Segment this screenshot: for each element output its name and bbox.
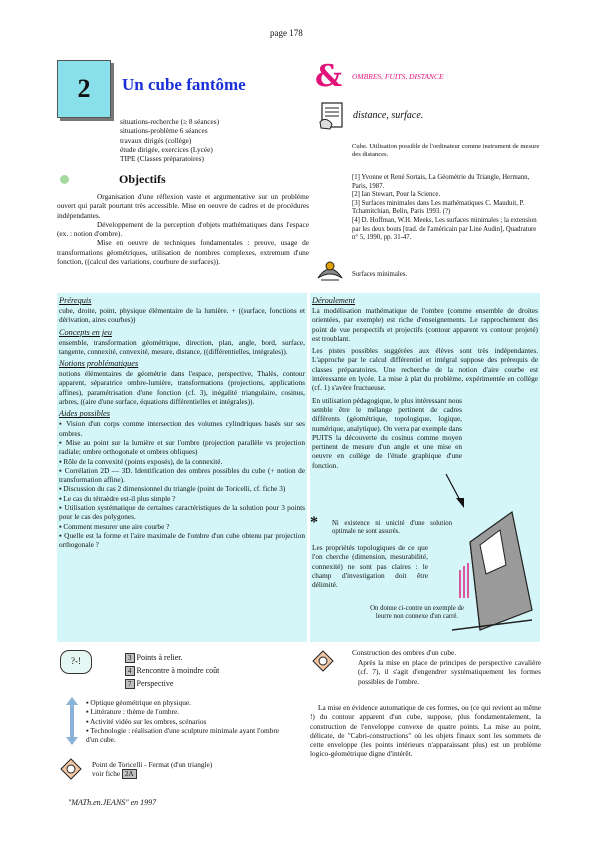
shadow-illustration [440,470,540,640]
extensions-list [86,698,286,744]
aides-list [59,419,305,549]
book-hand-icon [318,100,346,130]
deroulement-p4: Les propriétés topologiques de ce que l'on cherche (dimension, mesurabilité, connexité) ne sont pas claires : le champ d'investigation doit être délimité. [312,543,428,590]
page-number: page 178 [270,28,303,38]
list-item[interactable]: 7 Perspective [125,679,219,689]
topic-subtitle: distance, surface. [353,110,424,121]
list-item: ▪ Le cas du tétraèdre est-il plus simple ? [59,493,176,503]
chapter-number: 2 [77,74,91,103]
list-item: ▪ Technologie : réalisation d'une sculpture minimale ayant l'ombre d'un cube. [86,725,280,745]
session-item: travaux dirigés (collège) [120,135,192,145]
aides-header: Aides possibles [59,409,110,419]
references [352,174,540,243]
list-item: ▪ Comment mesurer une aire courbe ? [59,521,170,531]
reference-item: [3] Surfaces minimales dans Les mathématiques C. Mauduit, P. Tchamitchian, Belin, Paris 1993. (?) [352,199,525,216]
deroulement-p3: En utilisation pédagogique, le plus intéressant nous semble être le mélange pertinent de cadres différents (géométrique, topologique, logique, numérique, analytique). On verra par exemple dans PUITS la découverte du cosinus comme moyen pertinent de mesure d'un angle et une mise en oeuvre en collège de l'étude graphique d'une fonction. [312,395,462,470]
notions-header: Notions problématiques [59,359,139,369]
construction-p2: La mise en évidence automatique de ces formes, ou (ce qui revient au même !) du contour apparent d'un cube, suppose, plus fondamentalement, la construction de l'enveloppe convexe de quatre points. La mise au point, délicate, de "Cabri-constructions" où les objets finaux sont les sommets de cette enveloppe (les points intérieurs n'apparaissant plus) est un problème logico-géométrique digne d'intérêt. [310,703,541,759]
list-item: ▪ Vision d'un corps comme intersection des volumes cylindriques basés sur ses ombres. [59,419,306,438]
list-item: ▪ Quelle est la forme et l'aire maximale de l'ombre d'un cube obtenu par projection orthogonale ? [59,530,305,550]
links-list [125,653,219,689]
surfaces-label: Surfaces minimales. [352,271,408,278]
deroulement-header: Déroulement [312,296,356,305]
construction-title: Construction des ombres d'un cube. [352,648,457,657]
objectifs-title: Objectifs [119,172,166,186]
list-item: ▪ Activité vidéo sur les ombres, scénarios [86,716,207,726]
session-item: étude dirigée, exercices (Lycée) [120,144,213,154]
deroulement-p1: La modélisation mathématique de l'ombre (comme ensemble de droites orientées, par exemple) est riche d'enseignements. Le rapprochement des point de vue perspectifs et projectifs (contour apparent vs contour projeté) est troublant. [312,306,538,343]
session-item: TIPE (Classes préparatoires) [120,154,204,164]
objectifs-text [57,192,309,266]
list-item: ▪ Littérature : thème de l'ombre. [86,707,180,717]
concepts-text: ensemble, transformation géométrique, direction, plan, angle, bord, surface, tangente, connexité, convexité, mesure, distance, ((différentielles, intégrales)). [59,337,305,356]
ampersand-icon: & [315,59,343,94]
minimal-surface-icon [315,258,345,284]
list-item: ▪ Mise au point sur la lumière et sur l'ombre (projection parallèle vs projection radiale; ombre orthogonale et ombres obliques) [59,437,305,457]
topic-keywords: OMBRES, FUITS, DISTANCE [352,72,444,81]
left-panel [57,293,307,642]
asterisk-icon: * [310,514,318,531]
list-item[interactable]: 3 Points à relier. [125,653,219,663]
toricelli-text [92,760,212,779]
list-item: ▪ Corrélation 2D — 3D. Identification des ombres possibles du cube (+ notion de transformation affine). [59,465,305,485]
double-arrow-icon [66,697,78,745]
deroulement-caption: On donne ci-contre un exemple de leurre non connexe d'un carré. [370,605,464,621]
concepts-header: Concepts en jeu [59,327,112,337]
prerequis-header: Prérequis [59,296,92,305]
session-item: situations-problème 6 séances [120,126,208,136]
cube-note: Cube. Utilisation possible de l'ordinateur comme instrument de mesure des distances. [352,143,540,159]
list-item: ▪ Utilisation systématique de certaines caractéristiques de la solution pour 3 points pour le cas des polygones. [59,503,306,522]
footer: "MATh.en.JEANS" en 1997 [68,798,157,807]
objectifs-para: Organisation d'une réflexion vaste et argumentative sur un problème ouvert qui paraît pourtant très accessible. Mise en oeuvre de cadres et de procédures indépendantes. [57,192,309,220]
reference-item: [1] Yvonne et René Sortais, La Géométrie du Triangle, Hermann, Paris, 1987. [352,174,530,190]
reference-item: [4] D. Hoffman, W.H. Meeks, Les surfaces minimales ; la extension par les deux bouts [trad. de l'américain par Line Audin], Quadrature n° 5, 1990, pp. 31-47. [352,216,537,242]
list-item: ▪ Discussion du cas 2 dimensionnel du triangle (point de Toricelli, cf. fiche 3) [59,484,286,494]
list-item: ▪ Rôle de la convexité (points exposés), de la connexité. [59,456,223,466]
deroulement-note: Ni existence ni unicité d'une solution optimale ne sont assurés. [332,520,452,536]
deroulement-p2: Les pistes possibles suggérées aux élèves sont très indépendantes. L'approche par le calcul différentiel et intégral suppose des prérequis de classes préparatoires. Une recherche de la notion d'aire courbe est intéressante en lycée. La mise à plat du problème, expérimentée en collège (cf. 1) s'avère fructueuse. [312,346,538,393]
session-item: situations-recherche (≥ 8 séances) [120,117,220,126]
list-item[interactable]: 4 Rencontre à moindre coût [125,666,219,676]
objectifs-para: Mise en oeuvre de techniques fondamentales : preuve, usage de transformations géométriques, utilisation de nombres complexes, extremum d'une fonction, ((calcul des variations, courbure de surfaces)). [57,238,309,267]
chapter-number-box [57,60,111,118]
sessions-list [120,117,310,163]
green-bullet-icon [60,175,69,184]
notions-text: notions élémentaires de géométrie dans l'espace, perspective, Thalès, contour apparent, séparatrice ombre-lumière, transformations (projections, applications affines), paramétrisation d'une fonction (cf. 3), inégalité triangulaire, cosinus, arbres, ((aire d'une surface, équations différentielles et intégrales)). [59,369,305,407]
toricelli-line2[interactable]: voir fiche 2A [92,769,212,779]
link-icon: ?-! [60,650,92,674]
toricelli-icon [60,758,82,780]
objectifs-para: Développement de la perception d'objets mathématiques dans l'espace (ex. : notion d'ombre). [57,219,309,239]
toricelli-line1: Point de Toricelli - Fermat (d'un triangle) [92,760,213,769]
construction-icon [312,650,334,672]
chapter-title: Un cube fantôme [122,75,246,94]
reference-item: [2] Ian Stewart, Pour la Science. [352,191,441,199]
list-item: ▪ Optique géométrique en physique. [86,698,191,707]
prerequis-text: cube, droite, point, physique élémentaire de la lumière. + ((surface, fonctions et dérivation, aires courbes)) [59,306,305,325]
construction-p1: Après la mise en place de principes de perspective cavalière (cf. 7), il s'agit d'engendrer systématiquement les formes possibles de l'ombre. [358,658,541,686]
